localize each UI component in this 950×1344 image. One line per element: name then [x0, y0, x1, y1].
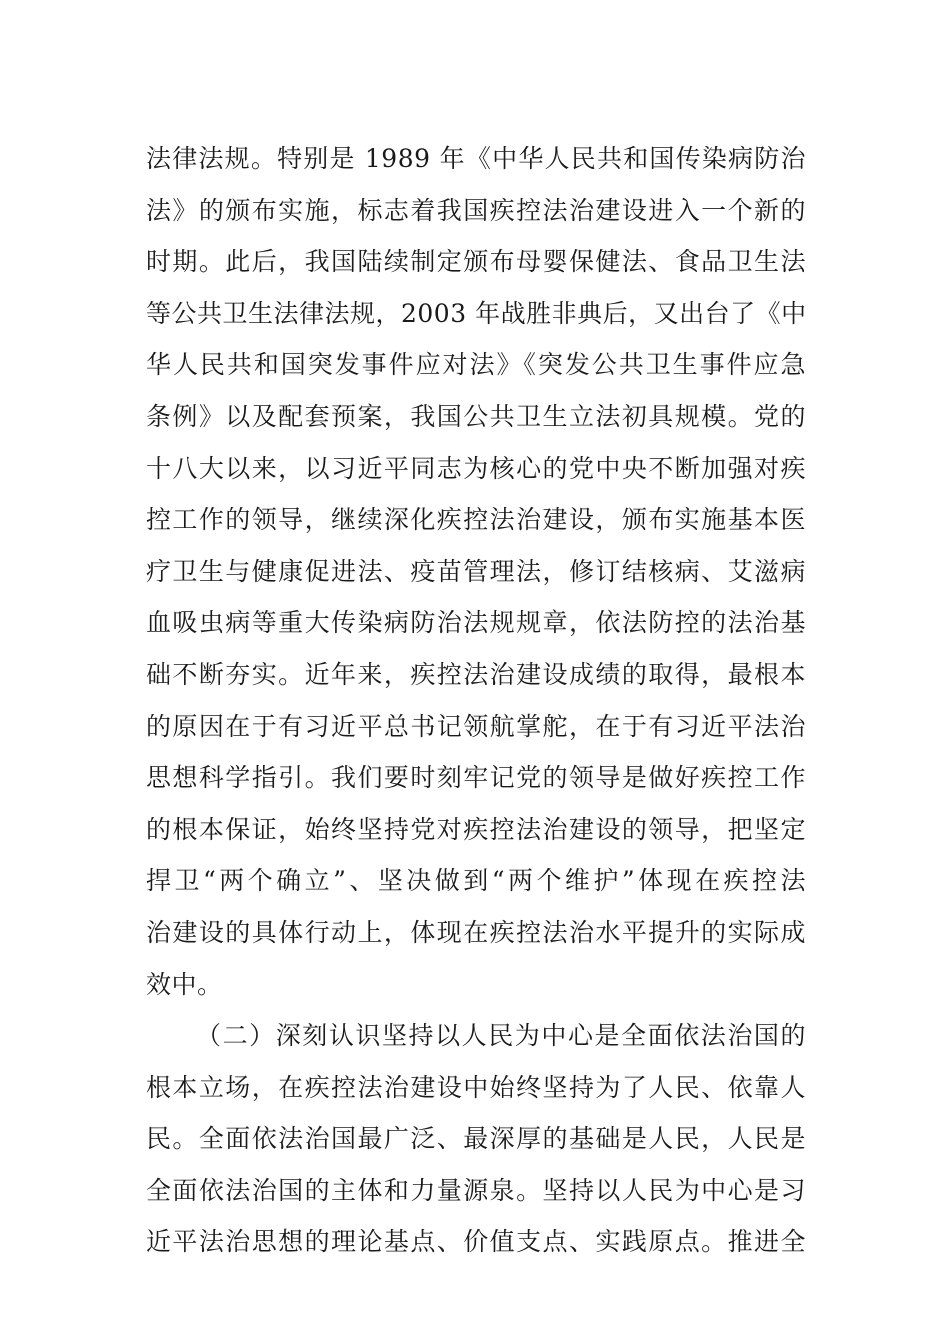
text-line: 捍卫“两个确立”、坚决做到“两个维护”体现在疾控法 — [146, 866, 806, 896]
text-line: 等公共卫生法律法规，2003 年战胜非典后，又出台了《中 — [146, 298, 807, 328]
text-line: 疗卫生与健康促进法、疫苗管理法，修订结核病、艾滋病 — [146, 556, 806, 586]
text-line: 的根本保证，始终坚持党对疾控法治建设的领导，把坚定 — [146, 814, 806, 844]
text-line: 条例》以及配套预案，我国公共卫生立法初具规模。党的 — [146, 401, 806, 431]
text-line: 础不断夯实。近年来，疾控法治建设成绩的取得，最根本 — [146, 659, 806, 689]
text-line: 治建设的具体行动上，体现在疾控法治水平提升的实际成 — [146, 917, 806, 947]
text-line: 根本立场，在疾控法治建设中始终坚持为了人民、依靠人 — [146, 1072, 806, 1102]
text-line: 思想科学指引。我们要时刻牢记党的领导是做好疾控工作 — [146, 763, 806, 793]
text-line: 法律法规。特别是 1989 年《中华人民共和国传染病防治 — [146, 144, 806, 173]
text-line: 时期。此后，我国陆续制定颁布母婴保健法、食品卫生法 — [146, 247, 806, 277]
text-line: 民。全面依法治国最广泛、最深厚的基础是人民，人民是 — [146, 1124, 806, 1154]
text-line: 十八大以来，以习近平同志为核心的党中央不断加强对疾 — [146, 453, 806, 483]
text-line-section-heading: （二）深刻认识坚持以人民为中心是全面依法治国的 — [196, 1021, 806, 1051]
text-line: 近平法治思想的理论基点、价值支点、实践原点。推进全 — [146, 1227, 806, 1257]
text-line: 的原因在于有习近平总书记领航掌舵，在于有习近平法治 — [146, 711, 806, 741]
text-line: 血吸虫病等重大传染病防治法规规章，依法防控的法治基 — [146, 608, 806, 638]
text-line: 法》的颁布实施，标志着我国疾控法治建设进入一个新的 — [146, 195, 806, 225]
text-line: 华人民共和国突发事件应对法》《突发公共卫生事件应急 — [146, 350, 806, 380]
text-line: 控工作的领导，继续深化疾控法治建设，颁布实施基本医 — [146, 505, 806, 535]
text-line-paragraph-end: 效中。 — [146, 969, 223, 999]
document-body — [146, 133, 806, 1268]
text-line: 全面依法治国的主体和力量源泉。坚持以人民为中心是习 — [146, 1175, 806, 1205]
